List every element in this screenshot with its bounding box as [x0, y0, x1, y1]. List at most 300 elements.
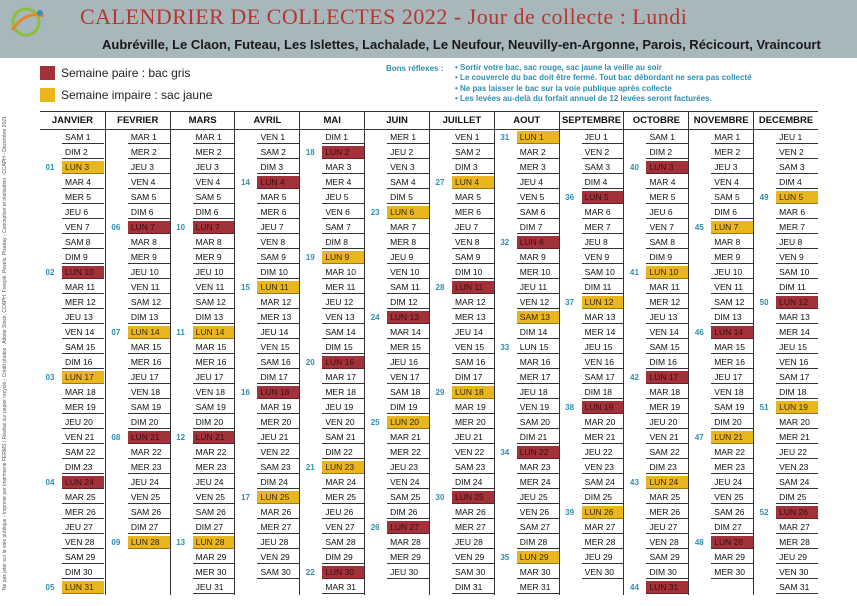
- day-label: MER 5: [62, 191, 104, 204]
- day-cell: [689, 205, 753, 220]
- day-label: DIM 3: [452, 161, 494, 174]
- day-cell: [754, 325, 818, 340]
- day-cell: [171, 580, 235, 595]
- day-label: VEN 20: [322, 416, 364, 429]
- day-label: MER 2: [193, 146, 235, 159]
- day-label: VEN 29: [452, 551, 494, 564]
- day-label: MER 25: [322, 491, 364, 504]
- week-number: 45: [694, 223, 704, 232]
- day-label: JEU 14: [257, 326, 299, 339]
- day-cell: [235, 565, 299, 580]
- day-label: DIM 1: [322, 131, 364, 144]
- tips-title: Bons réflexes :: [386, 64, 444, 73]
- legend-gray-swatch: [40, 66, 55, 80]
- day-label: JEU 8: [582, 236, 624, 249]
- day-label: LUN 11: [257, 281, 299, 294]
- day-cell: [300, 460, 364, 475]
- day-cell: [171, 430, 235, 445]
- week-number: 09: [111, 538, 121, 547]
- calendar-grid: [40, 111, 818, 595]
- day-label: VEN 7: [646, 221, 688, 234]
- day-cell: [754, 310, 818, 325]
- day-cell: [365, 400, 429, 415]
- day-cell: [624, 580, 688, 595]
- day-label: VEN 4: [711, 176, 753, 189]
- day-label: MAR 4: [646, 176, 688, 189]
- day-label: [711, 581, 753, 594]
- day-label: JEU 13: [62, 311, 104, 324]
- day-label: SAM 12: [711, 296, 753, 309]
- day-label: LUN 22: [517, 446, 559, 459]
- month-column: [364, 111, 429, 595]
- day-label: MAR 8: [711, 236, 753, 249]
- day-label: JEU 23: [387, 461, 429, 474]
- day-cell: [754, 520, 818, 535]
- day-label: VEN 30: [582, 566, 624, 579]
- day-cell: [430, 130, 494, 145]
- day-label: JEU 15: [582, 341, 624, 354]
- day-cell: [560, 535, 624, 550]
- day-label: MER 22: [387, 446, 429, 459]
- day-cell: [365, 565, 429, 580]
- day-cell: [560, 205, 624, 220]
- day-cell: [365, 340, 429, 355]
- day-cell: [689, 370, 753, 385]
- month-header: JUILLET: [430, 111, 494, 130]
- day-cell: [754, 370, 818, 385]
- week-number: 50: [759, 298, 769, 307]
- day-cell: [560, 580, 624, 595]
- day-cell: [300, 340, 364, 355]
- day-label: VEN 25: [193, 491, 235, 504]
- day-label: VEN 28: [62, 536, 104, 549]
- week-number: 43: [630, 478, 639, 487]
- day-label: DIM 26: [387, 506, 429, 519]
- day-cell: [106, 460, 170, 475]
- day-cell: [171, 385, 235, 400]
- day-cell: [365, 385, 429, 400]
- day-cell: [171, 205, 235, 220]
- day-label: MER 8: [387, 236, 429, 249]
- day-cell: [106, 160, 170, 175]
- day-label: MAR 12: [452, 296, 494, 309]
- day-cell: [235, 430, 299, 445]
- day-label: LUN 24: [646, 476, 688, 489]
- day-label: SAM 23: [452, 461, 494, 474]
- day-label: VEN 29: [257, 551, 299, 564]
- day-cell: [754, 205, 818, 220]
- day-label: SAM 13: [517, 311, 559, 324]
- day-cell: [754, 235, 818, 250]
- day-label: VEN 18: [128, 386, 170, 399]
- day-cell: [430, 145, 494, 160]
- day-cell: [171, 535, 235, 550]
- day-label: MAR 3: [322, 161, 364, 174]
- day-label: JEU 14: [452, 326, 494, 339]
- day-cell: [754, 280, 818, 295]
- day-cell: [430, 235, 494, 250]
- day-label: MER 7: [776, 221, 818, 234]
- month-header: MAI: [300, 111, 364, 130]
- day-cell: [300, 355, 364, 370]
- day-cell: [171, 295, 235, 310]
- day-label: MER 21: [582, 431, 624, 444]
- day-cell: [495, 445, 559, 460]
- week-number: 49: [759, 193, 769, 202]
- month-header: AVRIL: [235, 111, 299, 130]
- week-number: 30: [435, 493, 445, 502]
- week-number: 14: [241, 178, 250, 187]
- day-label: MER 9: [193, 251, 235, 264]
- day-label: SAM 19: [711, 401, 753, 414]
- day-cell: [624, 520, 688, 535]
- day-cell: [430, 340, 494, 355]
- day-label: SAM 1: [646, 131, 688, 144]
- day-cell: [495, 460, 559, 475]
- day-cell: [106, 265, 170, 280]
- day-label: DIM 27: [711, 521, 753, 534]
- day-label: MER 6: [257, 206, 299, 219]
- day-label: DIM 6: [193, 206, 235, 219]
- day-label: MAR 5: [452, 191, 494, 204]
- day-cell: [560, 370, 624, 385]
- day-label: LUN 12: [776, 296, 818, 309]
- day-label: JEU 28: [452, 536, 494, 549]
- day-cell: [365, 445, 429, 460]
- day-cell: [106, 550, 170, 565]
- day-label: MER 10: [517, 266, 559, 279]
- day-label: MAR 30: [517, 566, 559, 579]
- day-label: JEU 2: [387, 146, 429, 159]
- day-cell: [689, 235, 753, 250]
- day-cell: [624, 190, 688, 205]
- day-cell: [365, 580, 429, 595]
- week-number: 36: [565, 193, 575, 202]
- day-cell: [495, 490, 559, 505]
- day-label: JEU 4: [517, 176, 559, 189]
- day-label: MER 16: [193, 356, 235, 369]
- day-cell: [171, 370, 235, 385]
- day-label: SAM 15: [62, 341, 104, 354]
- day-cell: [495, 415, 559, 430]
- day-cell: [754, 415, 818, 430]
- day-label: DIM 27: [193, 521, 235, 534]
- day-label: MAR 9: [517, 251, 559, 264]
- day-label: SAM 12: [128, 296, 170, 309]
- day-label: SAM 5: [711, 191, 753, 204]
- day-label: SAM 30: [452, 566, 494, 579]
- day-cell: [560, 265, 624, 280]
- day-cell: [40, 355, 105, 370]
- legend-gray: [40, 66, 380, 80]
- day-cell: [235, 325, 299, 340]
- day-cell: [235, 310, 299, 325]
- day-cell: [430, 190, 494, 205]
- day-cell: [300, 160, 364, 175]
- day-cell: [430, 385, 494, 400]
- day-label: DIM 13: [128, 311, 170, 324]
- day-cell: [300, 295, 364, 310]
- day-cell: [430, 490, 494, 505]
- day-cell: [235, 580, 299, 595]
- tips-list: [455, 63, 752, 105]
- day-cell: [430, 430, 494, 445]
- day-label: LUN 23: [322, 461, 364, 474]
- day-label: MAR 8: [128, 236, 170, 249]
- day-label: DIM 27: [128, 521, 170, 534]
- day-label: VEN 22: [257, 446, 299, 459]
- day-cell: [560, 490, 624, 505]
- day-cell: [171, 505, 235, 520]
- day-label: MER 26: [646, 506, 688, 519]
- day-cell: [624, 355, 688, 370]
- month-header: NOVEMBRE: [689, 111, 753, 130]
- day-cell: [40, 145, 105, 160]
- day-label: DIM 17: [452, 371, 494, 384]
- day-cell: [624, 385, 688, 400]
- day-label: SAM 22: [62, 446, 104, 459]
- week-number: 01: [45, 163, 55, 172]
- day-cell: [40, 130, 105, 145]
- day-cell: [754, 490, 818, 505]
- day-label: VEN 25: [711, 491, 753, 504]
- day-cell: [300, 220, 364, 235]
- day-cell: [171, 160, 235, 175]
- day-label: MER 1: [387, 131, 429, 144]
- day-cell: [365, 310, 429, 325]
- day-label: LUN 26: [776, 506, 818, 519]
- day-label: VEN 11: [193, 281, 235, 294]
- day-label: JEU 24: [711, 476, 753, 489]
- day-cell: [365, 160, 429, 175]
- day-cell: [624, 460, 688, 475]
- day-label: MAR 31: [322, 581, 364, 594]
- day-cell: [560, 175, 624, 190]
- day-cell: [689, 175, 753, 190]
- day-label: JEU 3: [193, 161, 235, 174]
- page-title: CALENDRIER DE COLLECTES 2022 - Jour de collecte : Lundi: [80, 4, 688, 29]
- day-cell: [689, 580, 753, 595]
- day-cell: [171, 235, 235, 250]
- day-label: LUN 6: [387, 206, 429, 219]
- month-column: [429, 111, 494, 595]
- day-cell: [300, 310, 364, 325]
- day-label: VEN 12: [517, 296, 559, 309]
- day-cell: [106, 415, 170, 430]
- day-cell: [624, 130, 688, 145]
- day-cell: [560, 145, 624, 160]
- day-label: MER 20: [257, 416, 299, 429]
- day-label: SAM 5: [193, 191, 235, 204]
- day-label: DIM 9: [646, 251, 688, 264]
- day-label: MAR 18: [62, 386, 104, 399]
- day-cell: [300, 400, 364, 415]
- day-cell: [365, 520, 429, 535]
- day-label: SAM 8: [646, 236, 688, 249]
- day-cell: [624, 490, 688, 505]
- day-cell: [495, 565, 559, 580]
- day-label: SAM 22: [646, 446, 688, 459]
- day-label: LUN 17: [62, 371, 104, 384]
- day-cell: [171, 520, 235, 535]
- day-label: VEN 16: [582, 356, 624, 369]
- day-cell: [106, 385, 170, 400]
- day-cell: [689, 385, 753, 400]
- week-number: 08: [111, 433, 121, 442]
- day-label: MER 28: [582, 536, 624, 549]
- day-label: LUN 15: [517, 341, 559, 354]
- legend-yellow-label: Semaine impaire : sac jaune: [61, 88, 213, 102]
- day-cell: [106, 400, 170, 415]
- day-cell: [495, 265, 559, 280]
- month-header: AOUT: [495, 111, 559, 130]
- day-label: LUN 5: [776, 191, 818, 204]
- day-label: DIM 13: [193, 311, 235, 324]
- day-cell: [560, 445, 624, 460]
- day-label: DIM 19: [387, 401, 429, 414]
- day-cell: [430, 475, 494, 490]
- day-label: MAR 12: [257, 296, 299, 309]
- day-cell: [365, 475, 429, 490]
- day-label: DIM 6: [711, 206, 753, 219]
- day-label: LUN 14: [711, 326, 753, 339]
- day-cell: [624, 475, 688, 490]
- day-label: SAM 16: [452, 356, 494, 369]
- day-label: DIM 22: [322, 446, 364, 459]
- day-cell: [235, 520, 299, 535]
- day-label: SAM 27: [517, 521, 559, 534]
- day-cell: [235, 505, 299, 520]
- day-cell: [560, 310, 624, 325]
- day-cell: [235, 250, 299, 265]
- day-cell: [300, 250, 364, 265]
- week-number: 18: [305, 148, 315, 157]
- day-cell: [754, 505, 818, 520]
- day-cell: [40, 565, 105, 580]
- day-cell: [624, 325, 688, 340]
- day-label: JEU 21: [452, 431, 494, 444]
- day-label: MAR 23: [517, 461, 559, 474]
- day-cell: [40, 535, 105, 550]
- day-label: VEN 6: [322, 206, 364, 219]
- day-cell: [689, 340, 753, 355]
- day-label: SAM 15: [646, 341, 688, 354]
- week-number: 37: [565, 298, 575, 307]
- day-cell: [560, 400, 624, 415]
- day-cell: [430, 280, 494, 295]
- day-label: MER 30: [193, 566, 235, 579]
- day-cell: [754, 445, 818, 460]
- day-cell: [560, 355, 624, 370]
- day-label: VEN 7: [62, 221, 104, 234]
- day-cell: [754, 265, 818, 280]
- week-number: 25: [370, 418, 380, 427]
- day-label: LUN 1: [517, 131, 559, 144]
- day-cell: [300, 565, 364, 580]
- day-label: SAM 11: [387, 281, 429, 294]
- day-label: LUN 31: [62, 581, 104, 594]
- day-label: JEU 21: [257, 431, 299, 444]
- day-cell: [235, 460, 299, 475]
- day-cell: [235, 385, 299, 400]
- day-cell: [495, 355, 559, 370]
- day-label: DIM 11: [582, 281, 624, 294]
- day-cell: [40, 385, 105, 400]
- day-label: SAM 17: [776, 371, 818, 384]
- day-cell: [300, 535, 364, 550]
- day-cell: [40, 475, 105, 490]
- month-column: [753, 111, 818, 595]
- day-label: DIM 25: [582, 491, 624, 504]
- day-cell: [40, 205, 105, 220]
- day-label: DIM 25: [776, 491, 818, 504]
- week-number: 07: [111, 328, 121, 337]
- day-label: VEN 19: [517, 401, 559, 414]
- day-cell: [689, 325, 753, 340]
- day-cell: [171, 490, 235, 505]
- day-cell: [106, 355, 170, 370]
- day-label: DIM 4: [776, 176, 818, 189]
- day-cell: [624, 265, 688, 280]
- day-label: LUN 27: [387, 521, 429, 534]
- day-label: VEN 4: [128, 176, 170, 189]
- day-cell: [495, 205, 559, 220]
- day-cell: [40, 325, 105, 340]
- day-cell: [689, 160, 753, 175]
- day-label: VEN 16: [776, 356, 818, 369]
- day-label: JEU 27: [646, 521, 688, 534]
- month-header: MARS: [171, 111, 235, 130]
- day-label: SAM 1: [62, 131, 104, 144]
- day-cell: [689, 550, 753, 565]
- day-cell: [300, 130, 364, 145]
- day-label: MAR 7: [387, 221, 429, 234]
- day-label: SAM 26: [128, 506, 170, 519]
- day-cell: [495, 310, 559, 325]
- day-cell: [106, 295, 170, 310]
- day-label: MER 19: [62, 401, 104, 414]
- day-cell: [754, 550, 818, 565]
- day-label: JEU 28: [257, 536, 299, 549]
- day-label: JEU 1: [582, 131, 624, 144]
- day-cell: [624, 295, 688, 310]
- week-number: 24: [370, 313, 380, 322]
- day-label: LUN 13: [387, 311, 429, 324]
- day-label: VEN 10: [387, 266, 429, 279]
- day-cell: [40, 370, 105, 385]
- day-cell: [754, 250, 818, 265]
- day-cell: [171, 415, 235, 430]
- day-label: MAR 14: [387, 326, 429, 339]
- day-label: VEN 21: [646, 431, 688, 444]
- day-cell: [495, 250, 559, 265]
- month-header: OCTOBRE: [624, 111, 688, 130]
- day-cell: [430, 520, 494, 535]
- day-cell: [560, 340, 624, 355]
- day-label: MAR 15: [711, 341, 753, 354]
- day-cell: [495, 550, 559, 565]
- day-cell: [365, 535, 429, 550]
- month-column: [688, 111, 753, 595]
- day-cell: [40, 160, 105, 175]
- day-label: LUN 8: [517, 236, 559, 249]
- day-cell: [689, 355, 753, 370]
- day-cell: [235, 535, 299, 550]
- day-cell: [300, 445, 364, 460]
- day-cell: [689, 295, 753, 310]
- day-cell: [40, 460, 105, 475]
- day-label: JEU 17: [711, 371, 753, 384]
